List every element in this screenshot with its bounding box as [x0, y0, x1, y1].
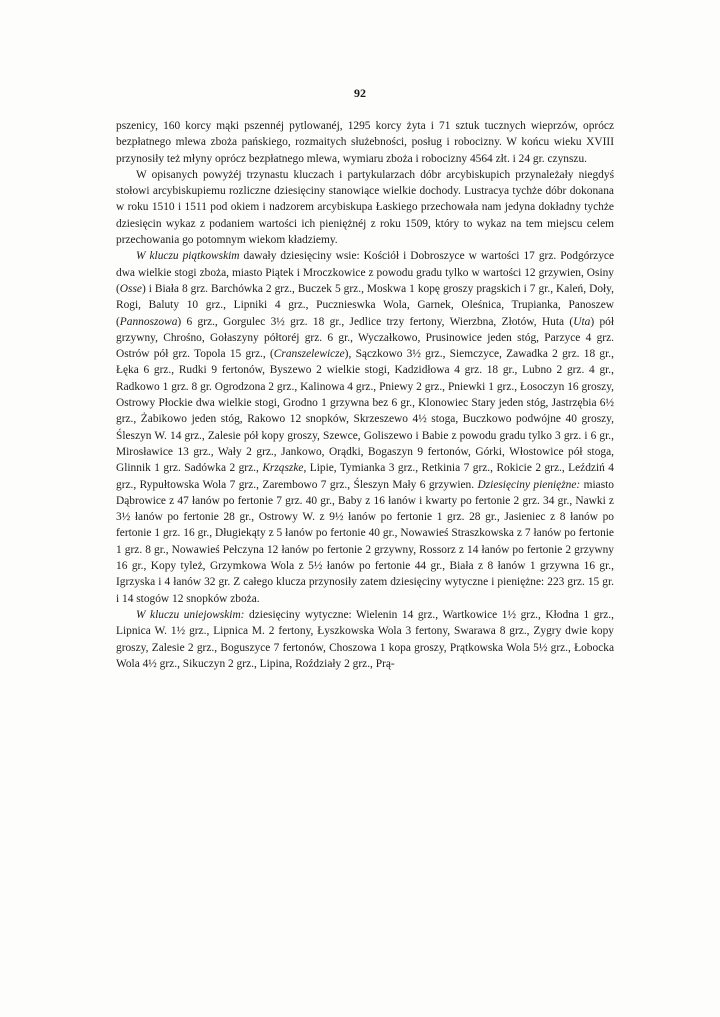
- text-run: miasto Dąbrowice z 47 łanów po fertonie 7 grz. 40 gr., Baby z 16 łanów i kwarty po fertonie 2 grz. 34 gr., Nawki z 3½ łanów po fertonie 28 gr., Ostrowy W. z 9½ łanów po fertonie 1 grz. 28 gr., Jasieniec z 8 łanów po fertonie 1 grz. 16 gr., Długiekąty z 5 łanów po fertonie 40 gr., Nowawieś Straszkowska z 7 łanów po fertonie 1 grz. 8 gr., Nowawieś Pełczyna 12 łanów po fertonie 2 grzywny, Rossorz z 14 łanów po fertonie 2 grzywny 16 gr., Kopy tyleż, Grzymkowa Wola z 5½ łanów po fertonie 44 gr., Biała z 8 łanów 1 grzywna 16 gr., Igrzyska i 4 łanów 32 gr. Z całego klucza przynosiły zatem dziesięciny wytyczne i pieniężne: 223 grz. 15 gr. i 14 stogów 12 snopków zboża.: [116, 478, 614, 605]
- text-run: , Lipie, Tymianka 3 grz., Retkinia 7 grz., Rokicie 2 grz., Leździń 4 grz., Rypułtowska Wola 7 grz., Zarembowo 7 grz., Śleszyn Mały 6 grzywien.: [116, 462, 614, 491]
- text-run: pszenicy, 160 korcy mąki pszennéj pytlowanéj, 1295 korcy żyta i 71 sztuk tucznych wieprzów, oprócz bezpłatnego mlewa zboża pańskiego, rozmaitych służebności, posług i robocizny. W końcu wieku XVIII przynosiły też młyny oprócz bezpłatnego mlewa, wymiaru zboża i robocizny 4564 złt. i 24 gr. czynszu.: [116, 120, 614, 165]
- page-number: 92: [354, 86, 366, 100]
- text-run: dawały dziesięciny wsie: Kościół i Dobroszyce w wartości 17 grz. Podgórzyce dwa wielkie stogi zboża, miasto Piątek i Mroczkowice z powodu gradu tylko w wartości 12 grzywien, Osiny (: [116, 250, 614, 295]
- italic-text: W kluczu piątkowskim: [136, 250, 240, 263]
- paragraph: [116, 607, 614, 672]
- italic-text: Krząszke: [262, 462, 304, 475]
- text-run: W opisanych powyżéj trzynastu kluczach i partykularzach dóbr arcybiskupich przynależały niegdyś stołowi arcybiskupiemu rozliczne dziesięciny stanowiące wielkie dochody. Lustracya tychże dóbr dokonana w roku 1510 i 1511 pod okiem i nadzorem arcybiskupa Łaskiego przechowała nam jedyna dokładny tychże dziesięcin wykaz z podaniem wartości ich pieniężnéj z roku 1509, który to wykaz na tem miejscu celem przechowania go potomnym wiekom kładziemy.: [116, 168, 614, 247]
- italic-text: Dziesięciny pieniężne:: [477, 478, 581, 491]
- paragraph: [116, 118, 614, 167]
- italic-text: Osse: [119, 282, 142, 295]
- italic-text: Pannoszowa: [119, 315, 178, 328]
- paragraph: [116, 167, 614, 248]
- italic-text: Uta: [573, 315, 591, 328]
- text-run: ) i Biała 8 grz. Barchówka 2 grz., Buczek 5 grz., Moskwa 1 kopę groszy pragskich i 7 gr., Kaleń, Doły, Rogi, Baluty 10 grz., Lipniki 4 grz., Pucznieswka Wola, Garnek, Oleśnica, Trupianka, Panoszew (: [116, 282, 614, 328]
- italic-text: Cranszelewicze: [273, 348, 345, 361]
- text-run: ) 6 grz., Gorgulec 3½ grz. 18 gr., Jedlice trzy fertony, Wierzbna, Złotów, Huta (: [177, 315, 574, 328]
- text-run: ), Sączkowo 3½ grz., Siemczyce, Zawadka 2 grz. 18 gr., Łęka 6 grz., Rudki 9 fertonów, Byszewo 2 wielkie stogi, Kadzidłowa 4 grz. 18 gr., Lubno 2 grz. 4 gr., Radkowo 1 grz. 8 gr. Ogrodzona 2 grz., Kalinowa 4 grz., Pniewy 2 grz., Pniewki 1 grz., Łosoczyn 16 groszy, Ostrowy Płockie dwa wielkie stogi, Grodno 1 grzywna bez 6 gr., Klonowiec Stary jeden stóg, Jastrzębia 6½ grz., Żabikowo jeden stóg, Rakowo 12 snopków, Skrzeszewo 4½ stoga, Buczkowo podwójne 40 groszy, Śleszyn W. 14 grz., Zalesie pół kopy groszy, Szewce, Goliszewo i Babie z powodu gradu tylko 3 grz. i 6 gr., Mirosławice 13 grz., Wały 2 grz., Jankowo, Orądki, Bogaszyn 9 fertonów, Górki, Włostowice pół stoga, Glinnik 1 grz. Sadówka 2 grz.,: [116, 348, 614, 475]
- body-text: [116, 118, 614, 672]
- text-run: dziesięciny wytyczne: Wielenin 14 grz., Wartkowice 1½ grz., Kłodna 1 grz., Lipnica W. 1½ grz., Lipnica M. 2 fertony, Łyszkowska Wola 3 fertony, Swarawa 8 grz., Zygry dwie kopy groszy, Zalesie 2 grz., Boguszyce 7 fertonów, Choszowa 1 kopa groszy, Prątkowska Wola 5½ grz., Łobocka Wola 4½ grz., Sikuczyn 2 grz., Lipina, Roździały 2 grz., Prą-: [116, 608, 614, 670]
- paragraph: [116, 248, 614, 607]
- italic-text: W kluczu uniejowskim:: [136, 608, 245, 621]
- text-run: ) pół grzywny, Chrośno, Gołaszyny półtoréj grz. 6 gr., Wyczałkowo, Prusinowice jeden stóg, Parzyce 4 grz. Ostrów pół grz. Topola 15 grz., (: [116, 315, 615, 361]
